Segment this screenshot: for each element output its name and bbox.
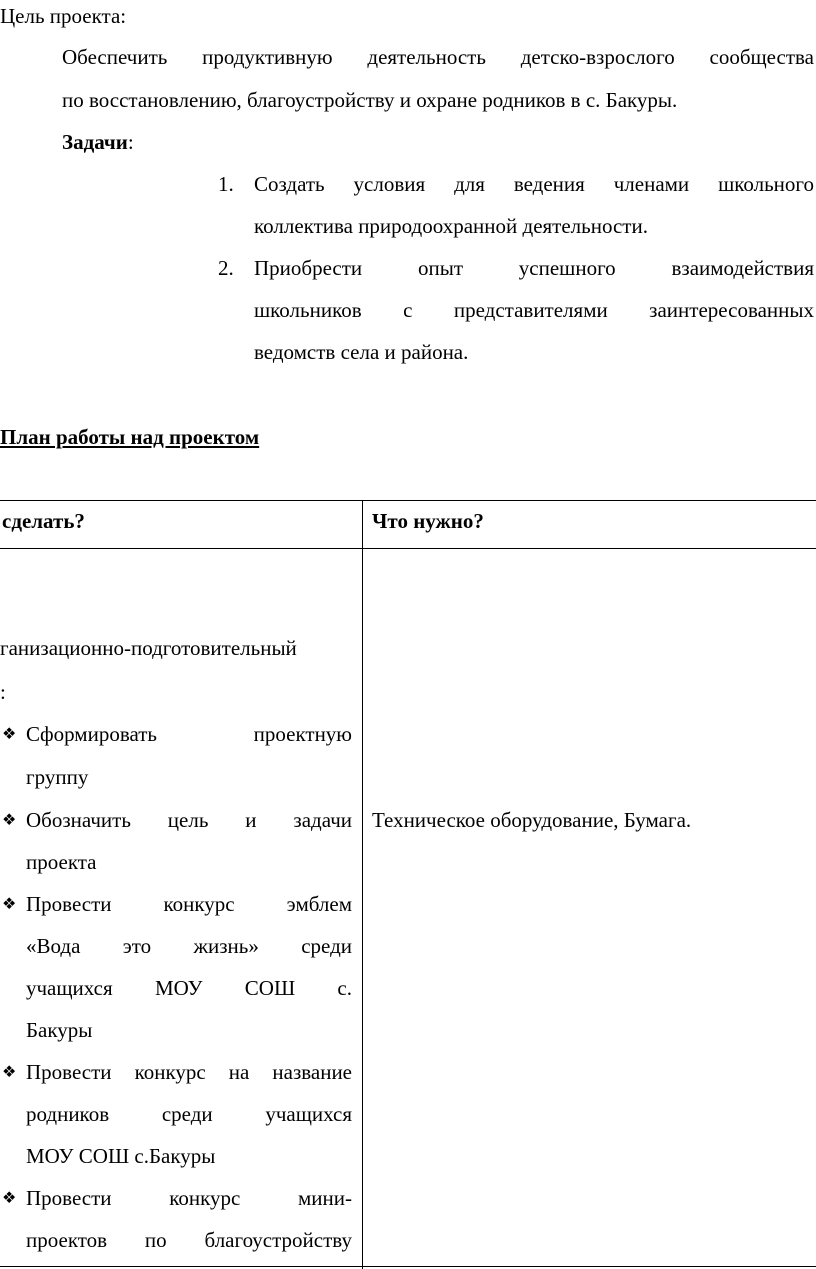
- bullet-3-line-4: Бакуры: [26, 1018, 93, 1042]
- table-column-divider: [362, 500, 363, 1269]
- task-2-line-1: Приобрести опыт успешного взаимодействия: [254, 256, 814, 280]
- goal-text-line-2: по восстановлению, благоустройству и охране родников в с. Бакуры.: [62, 88, 678, 112]
- resources-text: Техническое оборудование, Бумага.: [372, 808, 692, 832]
- table-bottom-border: [0, 1266, 816, 1267]
- bullet-4-line-2: родников среди учащихся: [26, 1102, 352, 1126]
- bullet-5-line-2: проектов по благоустройству: [26, 1228, 352, 1252]
- bullet-4-line-1: Провести конкурс на название: [26, 1060, 352, 1084]
- task-number-2: 2.: [218, 256, 234, 280]
- goal-label: Цель проекта:: [0, 4, 127, 28]
- bullet-1-line-1: Сформировать проектную: [26, 722, 352, 746]
- task-number-1: 1.: [218, 172, 234, 196]
- bullet-2-line-1: Обозначить цель и задачи: [26, 808, 352, 832]
- task-2-line-3: ведомств села и района.: [254, 340, 469, 364]
- task-1-line-1: Создать условия для ведения членами школьного: [254, 172, 814, 196]
- diamond-bullet-icon: ❖: [2, 1062, 17, 1081]
- diamond-bullet-icon: ❖: [2, 894, 17, 913]
- plan-heading: План работы над проектом: [0, 425, 260, 449]
- bullet-2-line-2: проекта: [26, 850, 97, 874]
- bullet-3-line-3: учащихся МОУ СОШ с.: [26, 976, 352, 1000]
- tasks-colon: :: [127, 130, 134, 154]
- tasks-label: Задачи: [62, 130, 128, 154]
- bullet-3-line-2: «Вода это жизнь» среди: [26, 934, 352, 958]
- stage-title-line-1: ганизационно-подготовительный: [0, 636, 297, 660]
- bullet-5-line-1: Провести конкурс мини-: [26, 1186, 352, 1210]
- bullet-3-line-1: Провести конкурс эмблем: [26, 892, 352, 916]
- task-1-line-2: коллектива природоохранной деятельности.: [254, 214, 648, 238]
- table-header-what-to-do: сделать?: [2, 509, 85, 533]
- diamond-bullet-icon: ❖: [2, 810, 17, 829]
- bullet-1-line-2: группу: [26, 765, 89, 789]
- tasks-heading: [62, 130, 134, 155]
- table-top-border: [0, 500, 816, 501]
- stage-title-line-2: :: [0, 680, 6, 704]
- diamond-bullet-icon: ❖: [2, 724, 17, 743]
- goal-text-line-1: Обеспечить продуктивную деятельность детско-взрослого сообщества: [62, 45, 814, 69]
- bullet-4-line-3: МОУ СОШ с.Бакуры: [26, 1144, 216, 1168]
- table-header-what-needed: Что нужно?: [372, 509, 484, 533]
- table-header-border: [0, 548, 816, 549]
- diamond-bullet-icon: ❖: [2, 1188, 17, 1207]
- task-2-line-2: школьников с представителями заинтересованных: [254, 298, 814, 322]
